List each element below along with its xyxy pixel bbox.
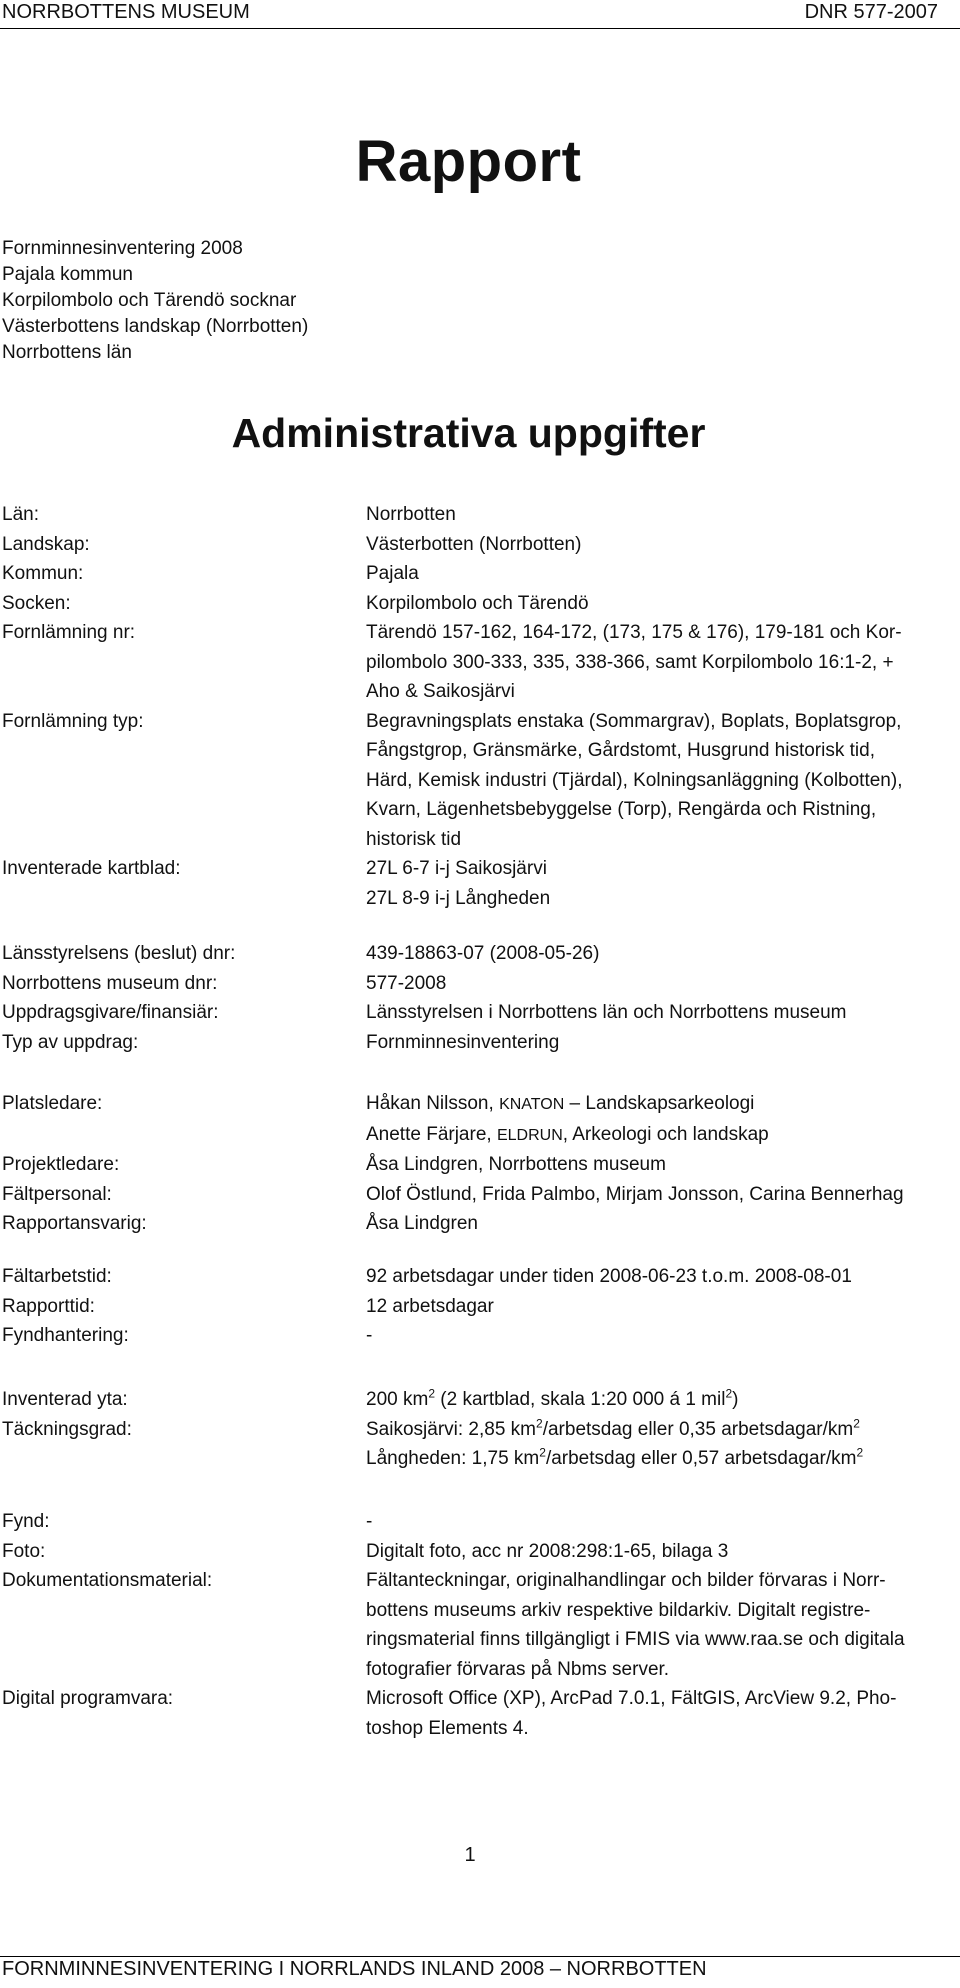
value-line: Pajala (366, 563, 419, 584)
info-label: Fornlämning nr: (2, 622, 136, 643)
value-line (366, 1120, 956, 1151)
info-label: Fynd: (2, 1511, 50, 1532)
value-line: Olof Östlund, Frida Palmbo, Mirjam Jonsson, Carina Bennerhag (366, 1183, 904, 1205)
value-line: - (366, 1511, 373, 1532)
value-line: Västerbotten (Norrbotten) (366, 533, 582, 555)
value-line: - (366, 1325, 373, 1346)
value-line: 12 arbetsdagar (366, 1295, 494, 1317)
value-text: Anette Färjare, (366, 1123, 497, 1145)
value-line (366, 1385, 956, 1415)
info-value (366, 1292, 956, 1322)
info-label: Inventerade kartblad: (2, 858, 181, 879)
info-label: Fältarbetstid: (2, 1266, 112, 1287)
intro-line: Västerbottens landskap (Norrbotten) (2, 316, 309, 337)
info-label: Norrbottens museum dnr: (2, 972, 218, 994)
info-value (366, 1262, 956, 1292)
info-label: Rapporttid: (2, 1295, 95, 1317)
value-line: fotografier förvaras på Nbms server. (366, 1658, 670, 1680)
info-row (2, 998, 952, 1028)
info-value (366, 1415, 956, 1474)
value-line: Fältanteckningar, originalhandlingar och bilder förvaras i Norr- (366, 1570, 886, 1591)
info-row (2, 707, 952, 855)
info-row (2, 1262, 952, 1292)
company-name: ELDRUN (496, 1126, 563, 1144)
value-line: Aho & Saikosjärvi (366, 681, 515, 702)
value-line: ringsmaterial finns tillgängligt i FMIS via www.raa.se och digitala (366, 1629, 905, 1650)
info-value (366, 530, 956, 560)
value-line: 577-2008 (366, 972, 447, 994)
value-line: pilombolo 300-333, 335, 338-366, samt Korpilombolo 16:1-2, + (366, 651, 894, 673)
value-line (366, 1444, 956, 1474)
value-line: Åsa Lindgren (366, 1213, 478, 1234)
info-value (366, 1537, 956, 1567)
value-line: Härd, Kemisk industri (Tjärdal), Kolningsanläggning (Kolbotten), (366, 769, 903, 791)
intro-line: Korpilombolo och Tärendö socknar (2, 290, 297, 311)
value-line (366, 1089, 956, 1120)
info-row (2, 1089, 952, 1150)
info-label: Foto: (2, 1540, 46, 1562)
info-row (2, 559, 952, 589)
info-value (366, 1150, 956, 1180)
value-line: Tärendö 157-162, 164-172, (173, 175 & 176), 179-181 och Kor- (366, 622, 902, 643)
value-text: Långheden: 1,75 km (366, 1448, 540, 1469)
info-row (2, 1415, 952, 1474)
header-right: DNR 577-2007 (804, 1, 938, 23)
company-name: KNATON (499, 1096, 565, 1113)
superscript: 2 (428, 1386, 435, 1401)
info-value (366, 589, 956, 619)
info-value (366, 707, 956, 855)
info-row (2, 530, 952, 560)
info-group-area (2, 1385, 952, 1474)
value-text: (2 kartblad, skala 1:20 000 á 1 mil (435, 1389, 726, 1410)
info-label: Fyndhantering: (2, 1325, 129, 1346)
intro-line: Pajala kommun (2, 264, 133, 285)
info-row (2, 1321, 952, 1351)
info-value (366, 1028, 956, 1058)
info-value (366, 939, 956, 969)
value-line: Begravningsplats enstaka (Sommargrav), Boplats, Boplatsgrop, (366, 710, 902, 732)
info-group-location (2, 500, 952, 913)
value-line: 92 arbetsdagar under tiden 2008-06-23 t.o.m. 2008-08-01 (366, 1266, 852, 1287)
value-line: Åsa Lindgren, Norrbottens museum (366, 1154, 666, 1175)
value-text: – Landskapsarkeologi (564, 1093, 755, 1114)
info-value (366, 1507, 956, 1537)
info-row (2, 1209, 952, 1239)
value-line: historisk tid (366, 828, 462, 850)
info-value (366, 998, 956, 1028)
value-line: Digitalt foto, acc nr 2008:298:1-65, bilaga 3 (366, 1540, 729, 1562)
header-rule (0, 28, 960, 29)
value-line: Microsoft Office (XP), ArcPad 7.0.1, FältGIS, ArcView 9.2, Pho- (366, 1688, 897, 1709)
info-label: Dokumentationsmaterial: (2, 1570, 213, 1591)
info-value (366, 618, 956, 707)
info-label: Rapportansvarig: (2, 1213, 147, 1234)
info-row (2, 969, 952, 999)
info-row (2, 1537, 952, 1567)
info-label: Län: (2, 504, 39, 525)
intro-block (2, 236, 308, 366)
value-line: Länsstyrelsen i Norrbottens län och Norrbottens museum (366, 1002, 847, 1023)
value-line: Norrbotten (366, 504, 456, 525)
superscript: 2 (856, 1445, 864, 1460)
info-row (2, 618, 952, 707)
section-title: Administrativa uppgifter (231, 410, 706, 456)
value-text: ) (732, 1389, 739, 1410)
info-label: Fornlämning typ: (2, 710, 144, 732)
info-row (2, 589, 952, 619)
info-value (366, 500, 956, 530)
info-label: Typ av uppdrag: (2, 1031, 139, 1053)
value-text: 200 km (366, 1389, 429, 1410)
info-label: Länsstyrelsens (beslut) dnr: (2, 943, 236, 964)
info-value (366, 1209, 956, 1239)
info-row (2, 1385, 952, 1415)
info-row (2, 1180, 952, 1210)
intro-line: Norrbottens län (2, 342, 132, 363)
value-text: /arbetsdag eller 0,35 arbetsdagar/km (542, 1418, 854, 1440)
value-line: 27L 8-9 i-j Långheden (366, 887, 551, 909)
info-row (2, 1028, 952, 1058)
page-footer: FORNMINNESINVENTERING I NORRLANDS INLAND 2008 – NORRBOTTEN (2, 1958, 707, 1980)
page-number: 1 (464, 1844, 476, 1866)
info-value (366, 1321, 956, 1351)
value-line: toshop Elements 4. (366, 1717, 529, 1739)
superscript: 2 (853, 1416, 860, 1431)
info-group-personnel (2, 1089, 952, 1239)
info-label: Inventerad yta: (2, 1389, 128, 1410)
superscript: 2 (725, 1386, 733, 1401)
info-label: Uppdragsgivare/finansiär: (2, 1002, 219, 1023)
value-line: 439-18863-07 (2008-05-26) (366, 943, 600, 964)
value-line: Fångstgrop, Gränsmärke, Gårdstomt, Husgrund historisk tid, (366, 740, 875, 761)
value-text: Håkan Nilsson, (366, 1093, 500, 1114)
value-text: Saikosjärvi: 2,85 km (366, 1418, 537, 1440)
info-row (2, 1292, 952, 1322)
info-row (2, 854, 952, 913)
info-value (366, 969, 956, 999)
info-group-administration (2, 939, 952, 1057)
info-row (2, 1684, 952, 1743)
info-value (366, 1180, 956, 1210)
info-group-time (2, 1262, 952, 1351)
info-value (366, 1089, 956, 1150)
value-line: bottens museums arkiv respektive bildarkiv. Digitalt registre- (366, 1599, 871, 1621)
superscript: 2 (536, 1416, 543, 1431)
info-label: Landskap: (2, 533, 90, 555)
info-row (2, 939, 952, 969)
info-label: Kommun: (2, 563, 84, 584)
page-title: Rapport (355, 129, 582, 194)
page-header (0, 0, 960, 30)
value-text: , Arkeologi och landskap (562, 1123, 769, 1145)
info-row (2, 500, 952, 530)
intro-line: Fornminnesinventering 2008 (2, 238, 243, 259)
info-row (2, 1566, 952, 1684)
value-line: Kvarn, Lägenhetsbebyggelse (Torp), Rengärda och Ristning, (366, 799, 877, 820)
footer-rule (0, 1956, 960, 1957)
info-value (366, 1566, 956, 1684)
info-row (2, 1150, 952, 1180)
info-value (366, 559, 956, 589)
header-left: NORRBOTTENS MUSEUM (2, 1, 250, 23)
info-label: Täckningsgrad: (2, 1418, 132, 1440)
superscript: 2 (539, 1445, 546, 1460)
value-line: Fornminnesinventering (366, 1031, 560, 1053)
info-value (366, 1385, 956, 1415)
value-line: Korpilombolo och Tärendö (366, 592, 589, 614)
info-label: Fältpersonal: (2, 1183, 112, 1205)
value-line (366, 1415, 956, 1445)
info-value (366, 1684, 956, 1743)
info-group-documentation (2, 1507, 952, 1743)
info-label: Digital programvara: (2, 1688, 174, 1709)
info-row (2, 1507, 952, 1537)
info-label: Projektledare: (2, 1154, 120, 1175)
info-label: Platsledare: (2, 1093, 103, 1114)
value-line: 27L 6-7 i-j Saikosjärvi (366, 858, 547, 879)
value-text: /arbetsdag eller 0,57 arbetsdagar/km (545, 1448, 857, 1469)
info-value (366, 854, 956, 913)
info-label: Socken: (2, 592, 71, 614)
